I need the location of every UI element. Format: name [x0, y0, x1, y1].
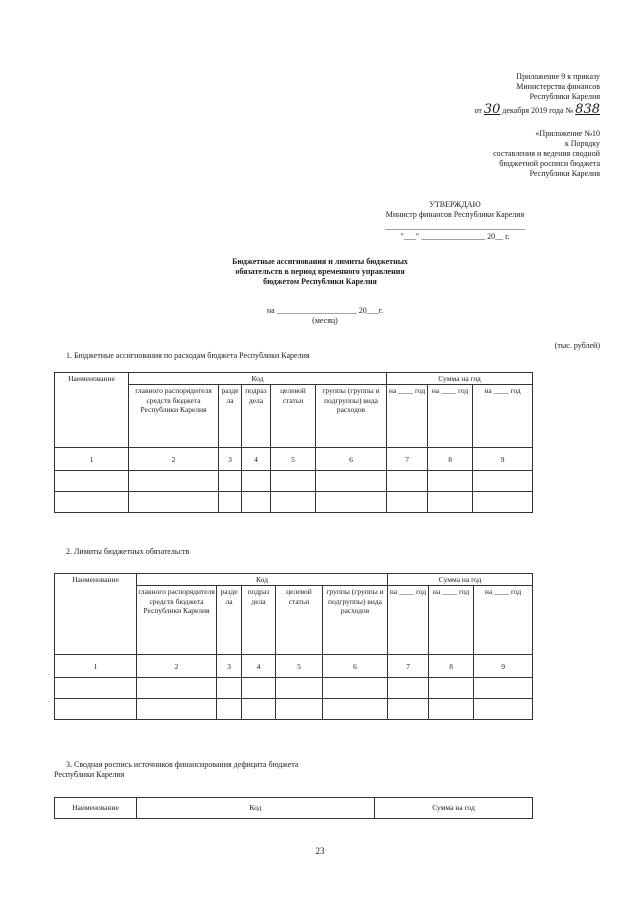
col-number: 6 [323, 655, 388, 678]
column-numbers-row [55, 448, 533, 471]
col-number: 7 [388, 655, 429, 678]
col-number: 9 [473, 448, 533, 471]
approval-title: УТВЕРЖДАЮ [429, 200, 481, 209]
empty-cell [55, 699, 137, 720]
empty-cell [137, 699, 217, 720]
header-year-2: на ____ год [428, 385, 473, 448]
approval-position: Министр финансов Республики Карелия [385, 210, 525, 219]
col-number: 8 [428, 448, 473, 471]
empty-cell [473, 492, 533, 513]
header-row-1 [55, 798, 533, 819]
header-year-3: на ____ год [474, 586, 533, 655]
order-number-handwritten: 838 [575, 102, 600, 117]
period-block [230, 306, 420, 326]
units-label: (тыс. рублей) [554, 341, 600, 350]
header-section: разде ла [217, 586, 242, 655]
title-line-1: Бюджетные ассигнования и лимиты бюджетных [232, 257, 408, 266]
date-rest: декабря 2019 года № [502, 106, 574, 115]
date-day-handwritten: 30 [483, 102, 501, 117]
empty-cell [387, 471, 428, 492]
appendix-line-3: Республики Карелия [529, 92, 600, 101]
header-subsection: подраз дела [242, 385, 271, 448]
empty-cell [388, 699, 429, 720]
header-year-1: на ____ год [388, 586, 429, 655]
empty-cell [219, 471, 242, 492]
empty-cell [271, 471, 316, 492]
header-year-1: на ____ год [387, 385, 428, 448]
section-1-title: 1. Бюджетные ассигнования по расходам бюджета Республики Карелия [66, 351, 310, 360]
empty-cell [387, 492, 428, 513]
col-number: 9 [474, 655, 533, 678]
appendix-order-line-1: «Приложение №10 [535, 129, 600, 138]
table-row [55, 678, 533, 699]
empty-cell [429, 699, 474, 720]
header-name: Наименование [55, 574, 137, 655]
table-row [55, 471, 533, 492]
header-target: целевой статьи [271, 385, 316, 448]
period-line: на ____________________ 20___г. [266, 306, 384, 315]
col-number: 7 [387, 448, 428, 471]
section-3-title-line-2: Республики Карелия [54, 770, 125, 779]
col-number: 1 [55, 655, 137, 678]
empty-cell [129, 492, 219, 513]
empty-cell [316, 471, 387, 492]
appendix-block [380, 72, 600, 118]
section-3-title-line-1: 3. Сводная роспись источников финансирования дефицита бюджета [66, 760, 299, 769]
empty-cell [276, 699, 323, 720]
table-budget-limits [54, 573, 533, 720]
header-main-manager: главного распорядителя средств бюджета Республики Карелия [137, 586, 217, 655]
header-subsection: подраз дела [242, 586, 276, 655]
section-2-title: 2. Лимиты бюджетных обязательств [66, 547, 190, 556]
header-group: группы (группы и подгруппы) вида расходов [323, 586, 388, 655]
title-line-2: обязательств в период временного управления [235, 267, 405, 276]
col-number: 5 [276, 655, 323, 678]
empty-cell [316, 492, 387, 513]
appendix-order-block [380, 129, 600, 179]
table-deficit-sources [54, 797, 533, 819]
col-number: 3 [219, 448, 242, 471]
empty-cell [242, 678, 276, 699]
col-number: 2 [137, 655, 217, 678]
empty-cell [428, 492, 473, 513]
header-sum: Сумма на год [387, 373, 533, 385]
header-section: разде ла [219, 385, 242, 448]
header-row-1 [55, 373, 533, 385]
approval-block [360, 200, 550, 242]
date-prefix: от [474, 106, 482, 115]
header-name: Наименование [55, 798, 137, 819]
empty-cell [474, 699, 533, 720]
section-3-title [54, 760, 394, 780]
approval-date-line: "___" ________________ 20__ г. [400, 232, 510, 241]
empty-cell [129, 471, 219, 492]
appendix-order-line-4: бюджетной росписи бюджета [499, 159, 600, 168]
col-number: 6 [316, 448, 387, 471]
header-name: Наименование [55, 373, 129, 448]
header-main-manager: главного распорядителя средств бюджета Республики Карелия [129, 385, 219, 448]
table-budget-allocations [54, 372, 533, 513]
empty-cell [137, 678, 217, 699]
empty-cell [242, 699, 276, 720]
page-number: 23 [315, 846, 325, 856]
header-code: Код [129, 373, 387, 385]
title-line-3: бюджетом Республики Карелия [263, 277, 377, 286]
header-code: Код [137, 574, 388, 586]
empty-cell [217, 678, 242, 699]
empty-cell [55, 492, 129, 513]
empty-cell [474, 678, 533, 699]
empty-cell [473, 471, 533, 492]
appendix-order-line-2: к Порядку [564, 139, 600, 148]
col-number: 3 [217, 655, 242, 678]
approval-signature-line: ___________________________________ [385, 222, 525, 231]
header-sum: Сумма на год [375, 798, 533, 819]
empty-cell [242, 471, 271, 492]
col-number: 1 [55, 448, 129, 471]
col-number: 4 [242, 448, 271, 471]
header-row-1 [55, 574, 533, 586]
header-group: группы (группы и подгруппы) вида расходов [316, 385, 387, 448]
header-target: целевой статьи [276, 586, 323, 655]
header-year-2: на ____ год [429, 586, 474, 655]
empty-cell [55, 678, 137, 699]
col-number: 8 [429, 655, 474, 678]
header-year-3: на ____ год [473, 385, 533, 448]
empty-cell [388, 678, 429, 699]
empty-cell [323, 678, 388, 699]
document-title [190, 257, 450, 287]
empty-cell [217, 699, 242, 720]
empty-cell [429, 678, 474, 699]
column-numbers-row [55, 655, 533, 678]
table-row [55, 699, 533, 720]
header-code: Код [137, 798, 375, 819]
empty-cell [428, 471, 473, 492]
appendix-date-line [380, 102, 600, 118]
empty-cell [271, 492, 316, 513]
appendix-line-1: Приложение 9 к приказу [516, 72, 600, 81]
col-number: 4 [242, 655, 276, 678]
appendix-line-2: Министерства финансов [516, 82, 600, 91]
empty-cell [323, 699, 388, 720]
empty-cell [276, 678, 323, 699]
period-hint: (месяц) [312, 316, 338, 325]
empty-cell [219, 492, 242, 513]
col-number: 5 [271, 448, 316, 471]
empty-cell [242, 492, 271, 513]
col-number: 2 [129, 448, 219, 471]
appendix-order-line-3: составления и ведения сводной [493, 149, 600, 158]
empty-cell [55, 471, 129, 492]
header-sum: Сумма на год [388, 574, 533, 586]
appendix-order-line-5: Республики Карелия [529, 169, 600, 178]
table-row [55, 492, 533, 513]
